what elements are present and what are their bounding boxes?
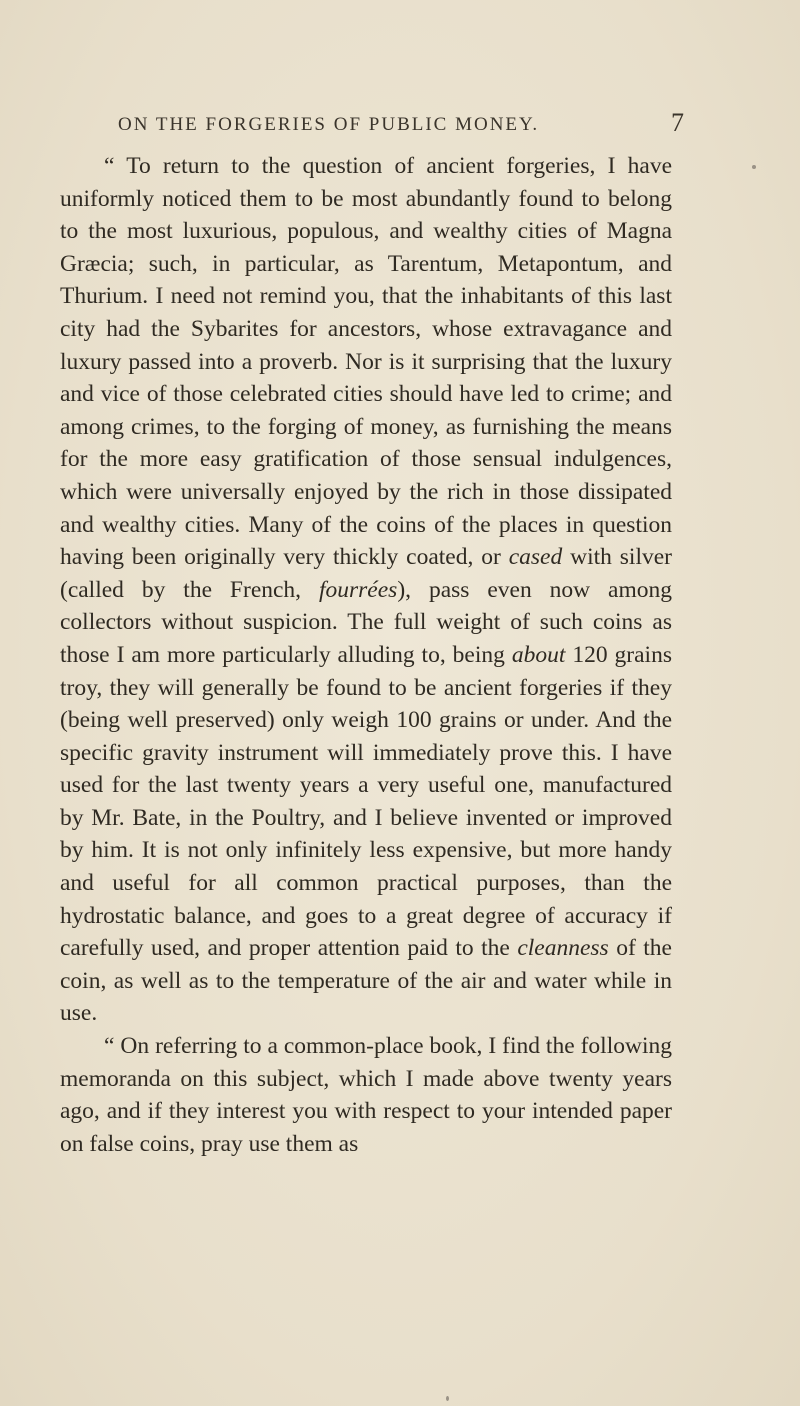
italic-word-cased: cased bbox=[508, 544, 563, 571]
paragraph-1-segment: of the coin, as well as to the temperature of the air and water while in use. bbox=[60, 935, 672, 1027]
page-number: 7 bbox=[671, 108, 684, 137]
running-head-title: ON THE FORGERIES OF PUBLIC MONEY. bbox=[118, 114, 540, 135]
paragraph-1-segment: 120 grains troy, they will generally be found to be ancient forgeries if they (being well preserved) only weigh 100 grains or under. And the specific gravity instrument will immediately prove this. I have used for the last twenty years a very useful one, manufactured by Mr. Bate, in the Poultry, and I believe invented or improved by him. It is not only infinitely less expensive, but more handy and useful for all common practical purposes, than the hydrostatic balance, and goes to a great degree of accuracy if carefully used, and proper attention paid to the bbox=[60, 641, 672, 962]
paper-fleck bbox=[752, 165, 756, 169]
italic-word-fourrees: fourrées bbox=[318, 576, 398, 603]
paragraph-1 bbox=[60, 150, 672, 1030]
italic-word-about: about bbox=[511, 641, 566, 668]
body-text bbox=[60, 150, 672, 1160]
paragraph-1-segment: ), pass even now among collectors without suspicion. The full weight of such coins as those I am more particularly alluding to, being bbox=[60, 576, 672, 668]
paragraph-2: “ On referring to a common-place book, I find the following memoranda on this subject, which I made above twenty years ago, and if they interest you with respect to your intended paper on false coins, pray use them as bbox=[60, 1033, 672, 1157]
italic-word-cleanness: cleanness bbox=[517, 935, 609, 962]
paragraph-1-segment: “ To return to the question of ancient forgeries, I have uniformly noticed them to be most abundantly found to belong to the most luxurious, populous, and wealthy cities of Magna Græcia; such, in particular, as Tarentum, Metapontum, and Thurium. I need not remind you, that the inhabitants of this last city had the Sybarites for ancestors, whose extravagance and luxury passed into a proverb. Nor is it surprising that the luxury and vice of those celebrated cities should have led to crime; and among crimes, to the forging of money, as furnishing the means for the more easy gratification of those sensual indulgences, which were universally enjoyed by the rich in those dissipated and wealthy cities. Many of the coins of the places in question having been originally very thickly coated, or bbox=[60, 153, 672, 571]
paragraph-1-segment: with silver (called by the French, bbox=[60, 544, 672, 603]
paper-fleck bbox=[446, 1396, 449, 1401]
running-head bbox=[118, 110, 684, 138]
